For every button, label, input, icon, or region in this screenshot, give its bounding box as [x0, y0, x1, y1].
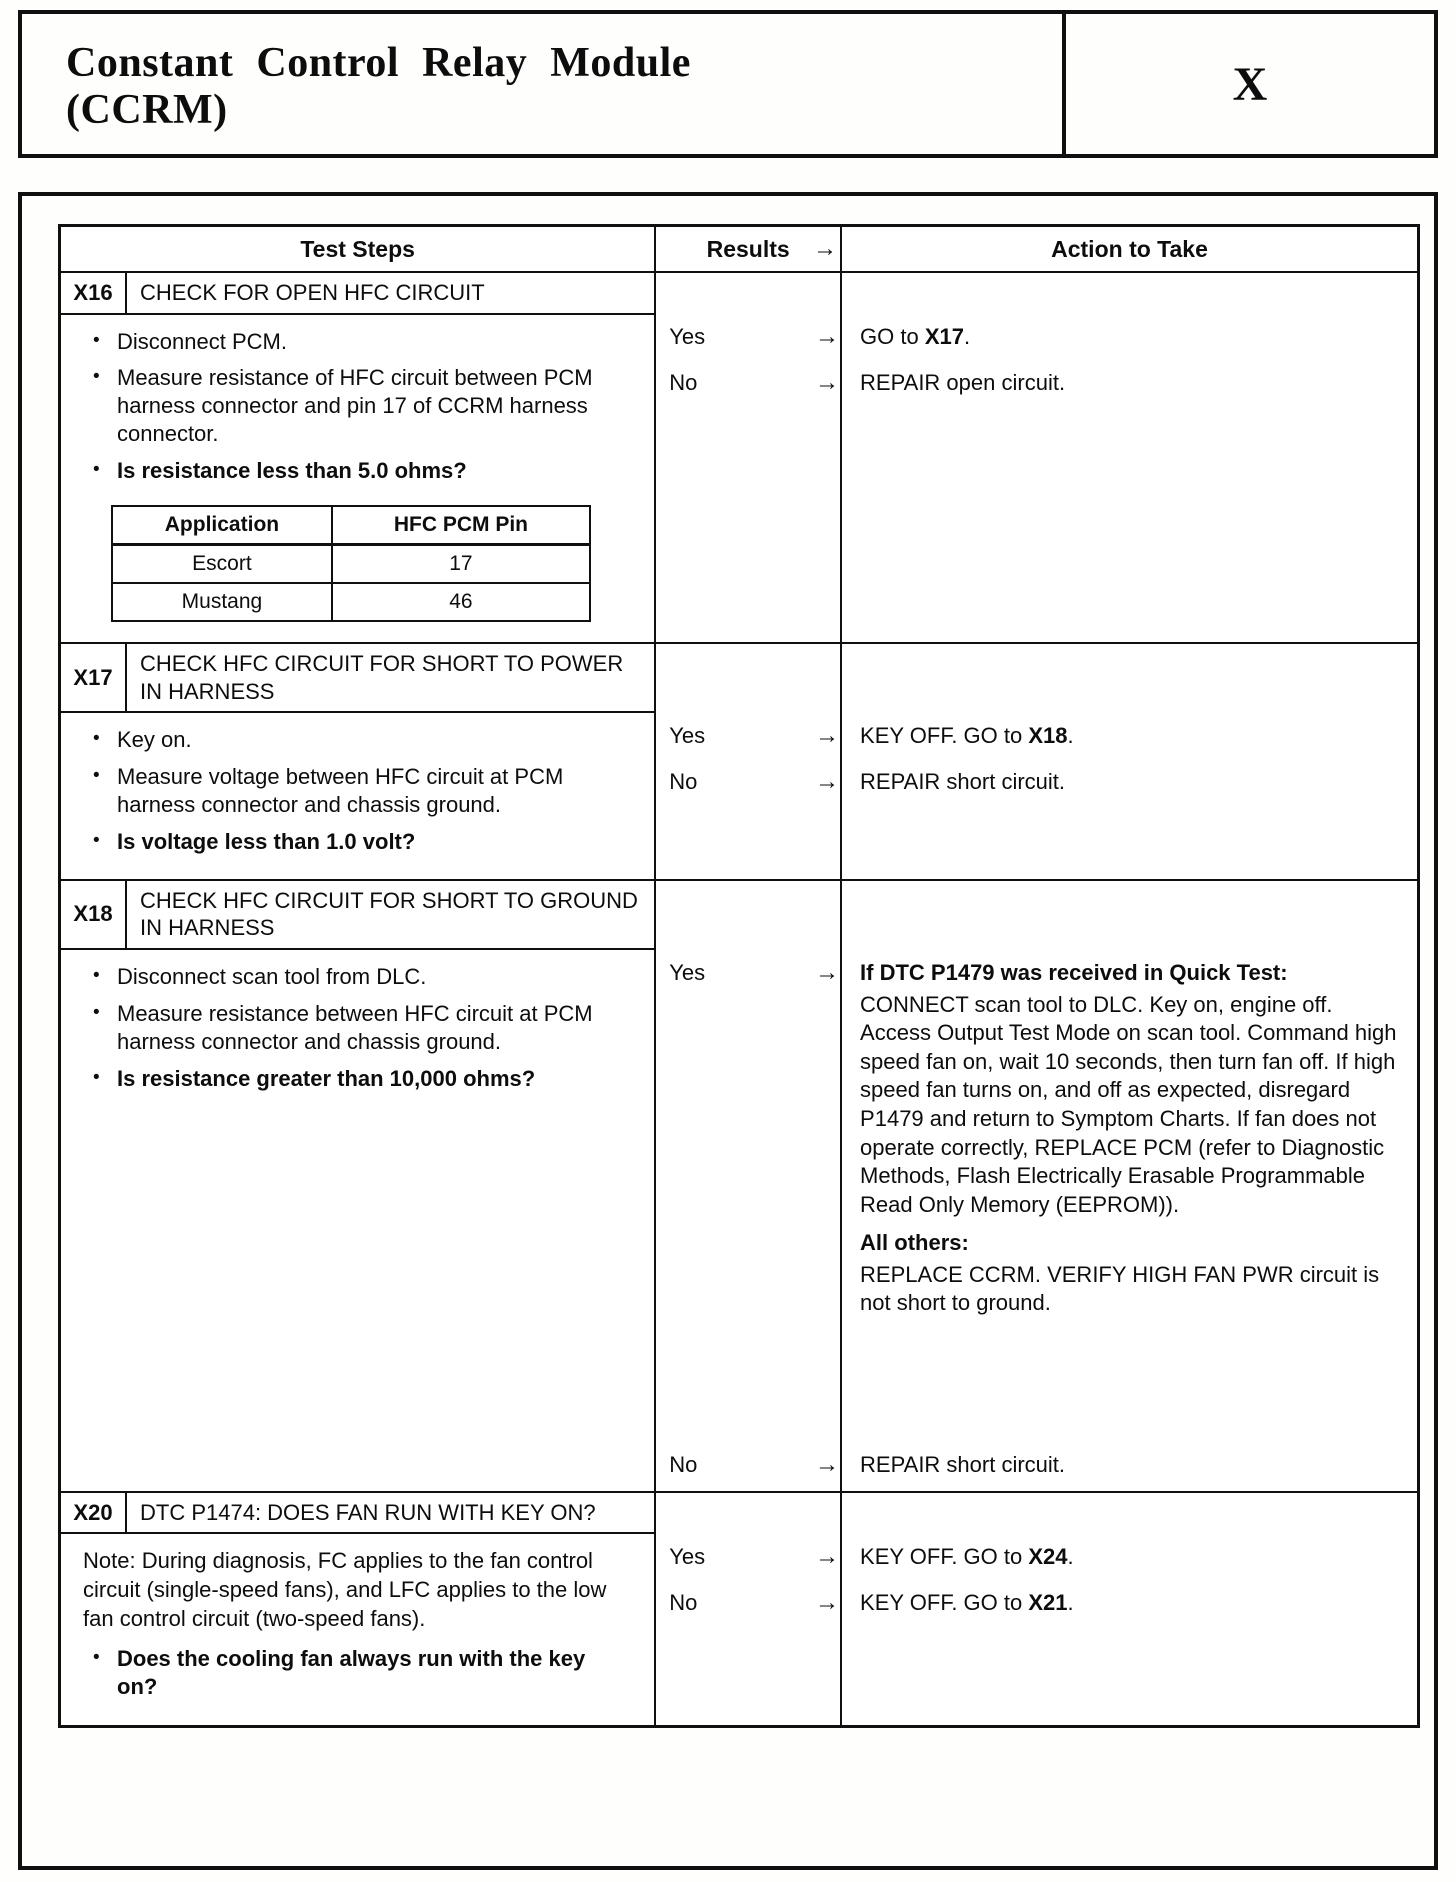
- action-cell: [842, 762, 1417, 879]
- step-id: X17: [61, 644, 127, 711]
- action-text-part: X18: [1028, 723, 1068, 749]
- application-pin-header: HFC PCM Pin: [332, 506, 590, 545]
- step-title: CHECK HFC CIRCUIT FOR SHORT TO GROUND IN HARNESS: [140, 887, 638, 941]
- action-cell: [842, 273, 1417, 363]
- result-cell: [656, 881, 842, 1445]
- action-cell: [842, 1445, 1417, 1491]
- instruction-text: Is resistance less than 5.0 ohms?: [117, 458, 467, 484]
- step-header: [61, 644, 654, 713]
- test-step-row-x16: [61, 271, 1417, 642]
- results-header-label: Results: [706, 235, 790, 262]
- result-arrow-icon: →: [815, 1451, 840, 1479]
- action-text-part: KEY OFF. GO to: [860, 1589, 1029, 1615]
- action-cell: [842, 1583, 1417, 1725]
- instruction-text: Key on.: [117, 727, 192, 753]
- result-arrow-icon: →: [815, 722, 840, 750]
- action-cell: [842, 363, 1417, 643]
- step-header: [61, 273, 654, 315]
- step-instructions: [61, 713, 654, 879]
- test-steps-cell: [61, 644, 656, 879]
- instruction-text: Measure resistance between HFC circuit at PCM harness connector and chassis ground.: [117, 1000, 593, 1054]
- result-label: Yes: [669, 324, 706, 349]
- instruction-bullet: [77, 763, 632, 819]
- bullet-icon: •: [93, 964, 100, 986]
- instruction-bullet: [77, 364, 632, 448]
- application-pin-cell: Mustang: [112, 583, 332, 621]
- results-header-arrow-icon: →: [813, 235, 838, 262]
- result-arrow-icon: →: [815, 368, 840, 396]
- bullet-icon: •: [93, 1066, 100, 1088]
- step-id: X20: [61, 1493, 127, 1533]
- action-cell: [842, 1493, 1417, 1583]
- action-text: [860, 323, 1405, 352]
- step-id: X18: [61, 881, 127, 948]
- action-text-part: KEY OFF. GO to: [860, 723, 1029, 749]
- test-step-row-x20: [61, 1491, 1417, 1725]
- instruction-text: Does the cooling fan always run with the key on?: [117, 1646, 586, 1700]
- application-pin-cell: Escort: [112, 545, 332, 584]
- section-letter: X: [1062, 14, 1434, 154]
- step-id: X16: [61, 273, 127, 313]
- result-arrow-icon: →: [815, 1588, 840, 1616]
- action-text-part: REPAIR open circuit.: [860, 369, 1066, 395]
- instruction-text: Measure voltage between HFC circuit at PCM harness connector and chassis ground.: [117, 764, 564, 818]
- pinpoint-test-box: [18, 192, 1438, 1870]
- pinpoint-table-body: [61, 271, 1417, 1725]
- action-text-part: CONNECT scan tool to DLC. Key on, engine off. Access Output Test Mode on scan tool. Command high speed fan on, wait 10 seconds, then turn fan off. If high speed fan turns on, and off as expected, disregard P1479 and return to Symptom Charts. If fan does not operate correctly, REPLACE PCM (refer to Diagnostic Methods, Flash Electrically Erasable Programmable Read Only Memory (EEPROM)).: [860, 991, 1397, 1217]
- action-text: [860, 768, 1405, 797]
- result-cell: [656, 273, 842, 363]
- bullet-icon: •: [93, 728, 100, 750]
- action-text-part: REPAIR short circuit.: [860, 1452, 1066, 1478]
- module-title: [22, 14, 1062, 154]
- instruction-bullet: [77, 828, 632, 856]
- result-cell: [656, 644, 842, 762]
- result-cell: [656, 1493, 842, 1583]
- results-column-header: [656, 227, 842, 271]
- result-label: No: [669, 768, 698, 794]
- action-text: [860, 1589, 1405, 1618]
- bullet-icon: •: [93, 830, 100, 851]
- instruction-text: Is resistance greater than 10,000 ohms?: [117, 1065, 536, 1091]
- step-title: CHECK HFC CIRCUIT FOR SHORT TO POWER IN HARNESS: [140, 651, 624, 704]
- test-step-row-x17: [61, 642, 1417, 879]
- action-text-part: If DTC P1479 was received in Quick Test:: [860, 959, 1288, 985]
- instruction-text: Measure resistance of HFC circuit between PCM harness connector and pin 17 of CCRM harness connector.: [117, 365, 593, 447]
- result-label: Yes: [669, 1543, 706, 1569]
- application-pin-row: [112, 545, 590, 584]
- result-label: No: [669, 1589, 698, 1615]
- action-text-part: REPLACE CCRM. VERIFY HIGH FAN PWR circuit is not short to ground.: [860, 1261, 1380, 1316]
- instruction-text: Disconnect PCM.: [117, 328, 287, 354]
- step-title: DTC P1474: DOES FAN RUN WITH KEY ON?: [140, 1499, 596, 1525]
- result-cell: [656, 363, 842, 643]
- bullet-icon: •: [93, 1001, 100, 1023]
- result-label: No: [669, 369, 698, 395]
- test-steps-cell: [61, 1493, 656, 1725]
- action-text-part: All others:: [860, 1230, 969, 1256]
- action-cell: [842, 881, 1417, 1445]
- action-text-part: .: [964, 324, 971, 349]
- instruction-bullet: [77, 1000, 632, 1056]
- application-pin-cell: 46: [332, 583, 590, 621]
- action-text: [860, 1261, 1405, 1318]
- bullet-icon: •: [93, 1647, 100, 1669]
- action-text-part: .: [1067, 723, 1074, 749]
- action-text-part: X24: [1028, 1543, 1068, 1569]
- page-header: [18, 10, 1438, 158]
- step-header: [61, 1493, 654, 1535]
- application-pin-row: [112, 583, 590, 621]
- instruction-text: Is voltage less than 1.0 volt?: [117, 829, 416, 854]
- application-pin-cell: 17: [332, 545, 590, 584]
- action-text-part: GO to: [860, 324, 925, 349]
- action-text-part: .: [1067, 1543, 1074, 1569]
- bullet-icon: •: [93, 765, 100, 787]
- action-text: [860, 369, 1405, 398]
- test-steps-cell: [61, 881, 656, 1491]
- result-label: No: [669, 1452, 698, 1478]
- action-text: [860, 991, 1405, 1220]
- result-arrow-icon: →: [815, 1542, 840, 1570]
- action-cell: [842, 644, 1417, 762]
- module-title-line2: (CCRM): [66, 87, 228, 134]
- table-header-row: [61, 227, 1417, 271]
- action-text-part: KEY OFF. GO to: [860, 1543, 1029, 1569]
- instruction-bullet: [77, 1645, 632, 1701]
- instruction-bullet: [77, 963, 632, 991]
- instruction-bullet: [77, 1065, 632, 1093]
- action-text: [860, 722, 1405, 751]
- test-steps-column-header: Test Steps: [61, 227, 656, 271]
- result-cell: [656, 1583, 842, 1725]
- action-text-part: X17: [924, 324, 964, 349]
- application-pin-table: [111, 505, 591, 622]
- bullet-icon: •: [93, 366, 100, 388]
- instruction-text: Disconnect scan tool from DLC.: [117, 963, 427, 989]
- instruction-bullet: [77, 726, 632, 754]
- test-step-row-x18: [61, 879, 1417, 1491]
- step-header: [61, 881, 654, 950]
- application-pin-header: Application: [112, 506, 332, 545]
- instruction-bullet: [77, 328, 632, 356]
- result-arrow-icon: →: [815, 323, 840, 350]
- action-text: [860, 1229, 1405, 1258]
- step-instructions: [61, 315, 654, 643]
- action-text: [860, 959, 1405, 988]
- bullet-icon: •: [93, 459, 100, 481]
- step-note: Note: During diagnosis, FC applies to the fan control circuit (single-speed fans), and LFC applies to the low fan control circuit (two-speed fans).: [83, 1548, 607, 1631]
- result-arrow-icon: →: [815, 767, 840, 795]
- test-steps-cell: [61, 273, 656, 642]
- module-title-line1: Constant Control Relay Module: [66, 40, 691, 86]
- result-label: Yes: [669, 723, 706, 749]
- pinpoint-test-table: [58, 224, 1420, 1728]
- action-text: [860, 1451, 1405, 1480]
- result-arrow-icon: →: [815, 958, 840, 986]
- action-column-header: Action to Take: [1051, 235, 1208, 262]
- action-text-part: REPAIR short circuit.: [860, 768, 1066, 794]
- bullet-icon: •: [93, 329, 100, 351]
- action-text-part: .: [1067, 1589, 1074, 1615]
- step-title: CHECK FOR OPEN HFC CIRCUIT: [140, 280, 485, 305]
- step-instructions: [61, 950, 654, 1491]
- result-cell: [656, 762, 842, 879]
- result-label: Yes: [669, 959, 706, 985]
- result-cell: [656, 1445, 842, 1491]
- instruction-bullet: [77, 457, 632, 485]
- action-text-part: X21: [1028, 1589, 1068, 1615]
- step-instructions: [61, 1534, 654, 1725]
- action-text: [860, 1543, 1405, 1572]
